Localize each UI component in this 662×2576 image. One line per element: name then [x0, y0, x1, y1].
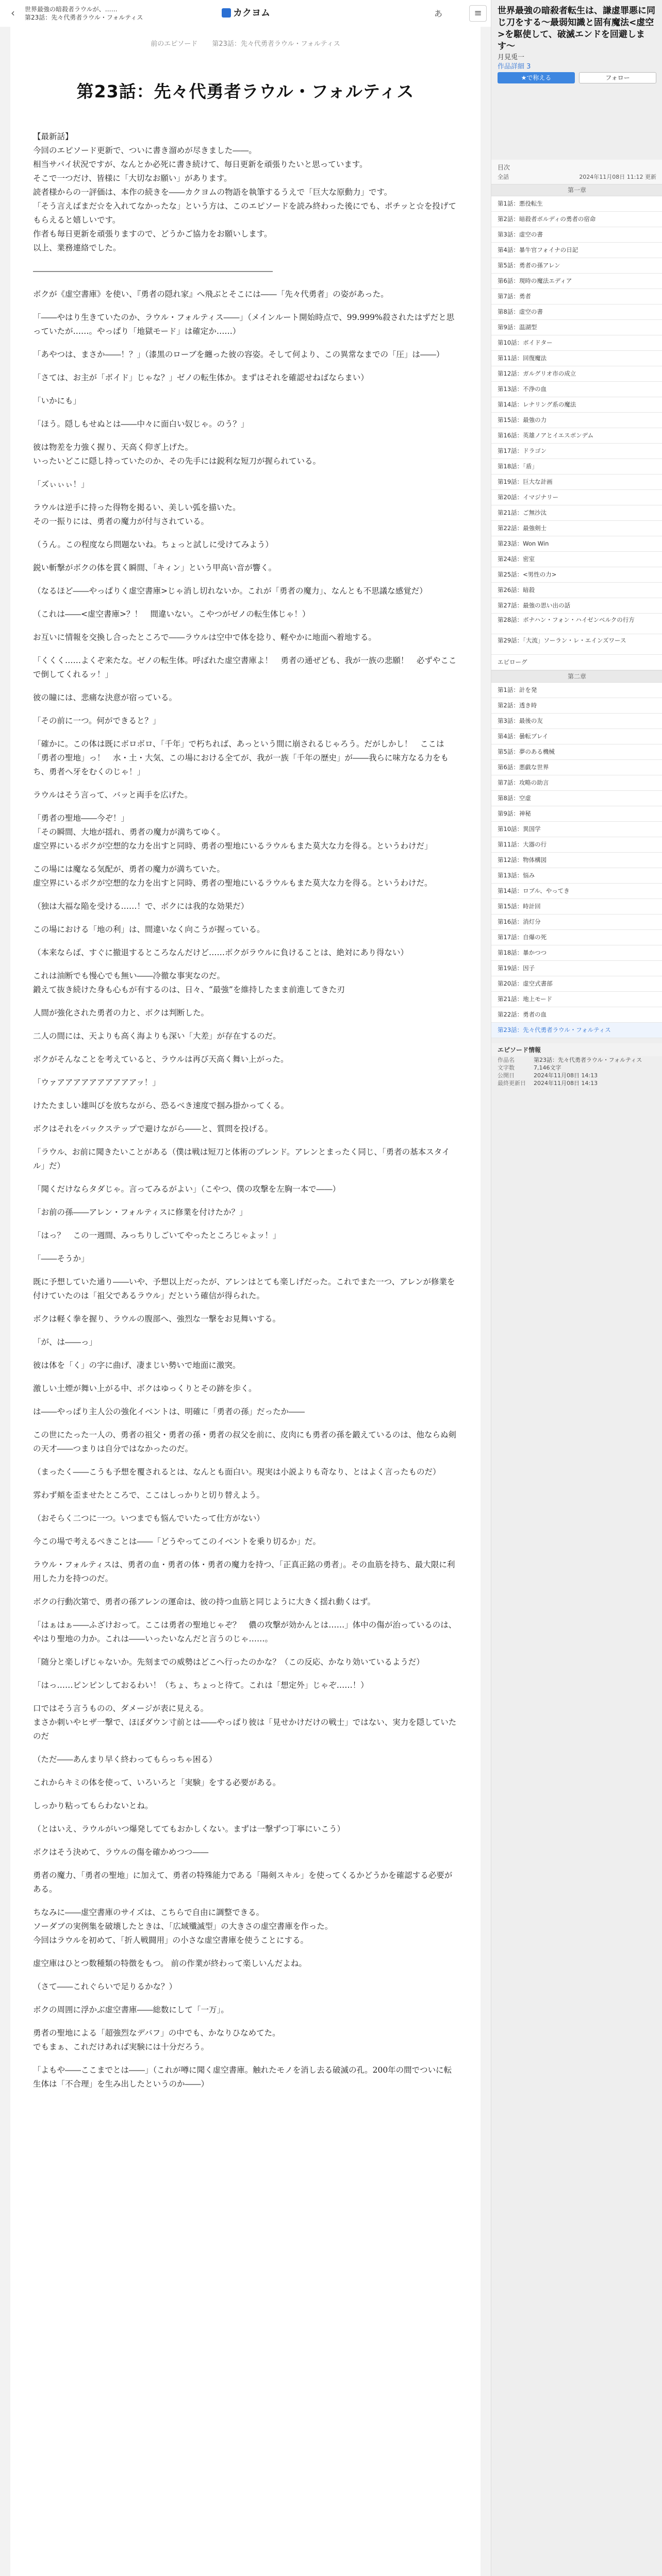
body-paragraph: 「いかにも」 — [33, 396, 81, 405]
body-paragraph: 彼は物差を力強く握り、天高く仰ぎ上げた。 いったいどこに隠し持っていたのか、その先手には鋭利な短刀が握られている。 — [33, 443, 321, 466]
toc-episode-link[interactable]: 第8話：虚空の書 — [491, 304, 662, 320]
toc-episode-link[interactable]: 第20話：イマジナリー — [491, 490, 662, 505]
toc-episode-link[interactable]: 第16話：消灯分 — [491, 914, 662, 930]
toc-episode-link[interactable]: 第17話：ドラゴン — [491, 444, 662, 459]
info-key: 作品名 — [498, 1057, 515, 1063]
toc-episode-link[interactable]: 第7話：攻略の助言 — [491, 775, 662, 791]
body-paragraph: 「お前の孫――アレン・フォルティスに修業を付けたか？」 — [33, 1208, 247, 1217]
toc-episode-link[interactable]: エピローグ — [491, 655, 662, 670]
toc-episode-link[interactable]: 第7話：勇者 — [491, 289, 662, 304]
body-paragraph: ボクは軽く拳を握り、ラウルの腹部へ、強烈な一撃をお見舞いする。 — [33, 1314, 281, 1324]
toc-episode-link[interactable]: 第12話：ガルグリオ市の成立 — [491, 366, 662, 382]
toc-episode-link[interactable]: 第8話：空虚 — [491, 791, 662, 806]
toc-episode-link[interactable]: 第29話：「大流」ソーラン・レ・エインズワース — [491, 634, 662, 655]
episode-info-row — [491, 1056, 662, 1064]
toc-episode-link[interactable]: 第14話：レナリング系の魔法 — [491, 397, 662, 413]
episode-paper — [10, 27, 481, 2576]
toc-meta — [491, 172, 662, 184]
episode-body — [33, 130, 458, 2100]
toc-meta-right: 2024年11月08日 11:12 更新 — [579, 174, 656, 180]
body-paragraph: ―――――――――――――――――――――――――――――― — [33, 266, 273, 276]
toc-episode-link[interactable]: 第24話：密室 — [491, 552, 662, 567]
toc-episode-link[interactable]: 第9話：神秘 — [491, 806, 662, 822]
body-paragraph: 「――そうか」 — [33, 1254, 89, 1263]
body-paragraph: これは油断でも慢心でも無い――冷徹な事実なのだ。 鍛えて抜き続けた身も心もが有するのは、日々、“最強”を維持したまま前進してきた刃 — [33, 971, 345, 994]
back-chevron-icon[interactable]: ‹ — [11, 7, 15, 19]
body-paragraph: 「ラウル、お前に聞きたいことがある（僕は戦は短刀と体術のブレンド。アレンとまったく同じ、「勇者の基本スタイル」だ） — [33, 1147, 450, 1171]
body-paragraph: 勇者の聖地による「超強烈なデバフ」の中でも、かなりひなめてた。 でもまぁ、これだけあれば実験には十分だろう。 — [33, 2028, 280, 2052]
info-value: 7,146文字 — [534, 1064, 561, 1071]
body-paragraph: ちなみに――虚空書庫のサイズは、こちらで自由に調整できる。 ソーダブの実例集を破壊したときは、「広域殲滅型」の大きさの虚空書庫を作った。 今回はラウルを初めて、「折人戦闘用」の小さな虚空書庫を使うことにする。 — [33, 1908, 333, 1945]
toc-episode-link[interactable]: 第14話：ロブル、やってき — [491, 884, 662, 899]
body-paragraph: 「聞くだけならタダじゃ。言ってみるがよい」（こやつ、僕の攻撃を左胸一本で――） — [33, 1184, 341, 1194]
prev-episode-link[interactable]: 前のエピソード — [151, 40, 198, 48]
episode-info-row — [491, 1064, 662, 1072]
body-paragraph: お互いに情報を交換し合ったところで――ラウルは空中で体を捻り、軽やかに地面へ着地する。 — [33, 633, 376, 642]
body-paragraph: 虚空庫はひとつ数種類の特徴をもつ。 前の作業が終わって楽しいんだよね。 — [33, 1959, 307, 1968]
body-paragraph: 「――やはり生きていたのか、ラウル・フォルティス――」（メインルート開始時点で、99.999%殺されたはずだと思っていたが……。やっぱり「地獄モード」は確定か……） — [33, 313, 455, 336]
body-paragraph: （これは――<虚空書庫>？！ 間違いない。こやつがゼノの転生体じゃ！） — [33, 609, 310, 619]
follow-button[interactable]: フォロー — [579, 72, 656, 83]
toc-episode-link[interactable]: 第4話：曇転ブレイ — [491, 729, 662, 744]
toc-episode-link[interactable]: 第11話：回復魔法 — [491, 351, 662, 366]
episode-info — [491, 1043, 662, 1087]
body-paragraph: （うん。この程度なら問題ないね。ちょっと試しに受けてみよう） — [33, 540, 273, 549]
body-paragraph: 既に予想していた通り――いや、予想以上だったが、アレンはとても楽しげだった。これでまた一つ、アレンが修業を付けていたのは「祖父であるラウル」だという確信が得られた。 — [33, 1277, 455, 1300]
body-paragraph: （独は大福な陥を受ける……！で、ボクには我的な効果だ） — [33, 902, 249, 911]
site-logo[interactable] — [222, 7, 270, 20]
work-detail-link[interactable]: 作品詳細 3 — [498, 63, 531, 71]
toc-episode-link[interactable]: 第6話：現時の魔法エディア — [491, 274, 662, 289]
info-value: 第23話：先々代勇者ラウル・フォルティス — [534, 1057, 642, 1063]
toc-episode-link[interactable]: 第21話：ご無沙汰 — [491, 505, 662, 521]
body-paragraph: この世にたった一人の、勇者の祖父・勇者の孫・勇者の叔父を前に、皮肉にも勇者の孫を鍛えているのは、他ならぬ剣の天才――つまりは自分ではなかったのだ。 — [33, 1430, 456, 1453]
body-paragraph: しっかり粘ってもらわないとね。 — [33, 1801, 153, 1810]
work-actions — [498, 72, 656, 83]
toc-episode-link[interactable]: 第26話：暗殺 — [491, 583, 662, 598]
body-paragraph: 激しい土煙が舞い上がる中、ボクはゆっくりとその跡を歩く。 — [33, 1384, 257, 1393]
toc-episode-link[interactable]: 第5話：夢のある機械 — [491, 744, 662, 760]
body-paragraph: 彼は体を「く」の字に曲げ、凄まじい勢いで地面に激突。 — [33, 1361, 241, 1370]
body-paragraph: 「随分と楽しげじゃないか。先刻までの威勢はどこへ行ったのかな？（この反応、かなり効いているようだ） — [33, 1657, 424, 1667]
episode-info-row — [491, 1079, 662, 1087]
body-paragraph: 「よもや――ここまでとは――」（これが噂に聞く虚空書庫。触れたモノを消し去る破滅の孔。200年の間でついに転生体は「不合理」を生み出したというのか――） — [33, 2065, 452, 2089]
font-settings-icon[interactable]: あ — [434, 9, 443, 19]
toc-episode-link[interactable]: 第28話：ボナハン・フォン・ハイゼンベルクの行方 — [491, 614, 662, 634]
toc-episode-link[interactable]: 第3話：最後の友 — [491, 714, 662, 729]
body-paragraph: ラウル・フォルティスは、勇者の血・勇者の体・勇者の魔力を持つ、「正真正銘の勇者」。その血筋を持ち、最大限に利用した力を持つのだ。 — [33, 1560, 455, 1583]
body-paragraph: （まったく――こうも予想を覆されるとは、なんとも面白い。現実は小説よりも奇なり、とはよく言ったものだ） — [33, 1467, 441, 1477]
toc-episode-link[interactable]: 第21話：地上モード — [491, 992, 662, 1007]
table-of-contents — [491, 160, 662, 1038]
toc-episode-link[interactable]: 第19話：因子 — [491, 961, 662, 976]
body-paragraph: ボクの行動次第で、勇者の孫アレンの運命は、彼の持つ血筋と同じように大きく揺れ動くはず。 — [33, 1597, 375, 1606]
toc-episode-link[interactable]: 第22話：勇者の血 — [491, 1007, 662, 1023]
body-paragraph: 「ほう。隠しもせぬとは――中々に面白い奴じゃ。のう？」 — [33, 419, 249, 429]
toc-episode-link[interactable]: 第22話：最強剣士 — [491, 521, 662, 536]
toc-episode-link[interactable]: 第13話：不浄の血 — [491, 382, 662, 397]
body-paragraph: 「確かに。この体は既にボロボロ、「千年」で朽ちれば、あっという間に崩されるじゃろう。だがしかし！ ここは「勇者の聖地」っ！ 水・土・大気、この場における全てが、我が一族「千年の歴史」が――我らに味方なる力をもち、勇者へ牙をむくのじゃ！」 — [33, 739, 449, 776]
body-paragraph: （とはいえ、ラウルがいつ爆発しててもおかしくない。まずは一撃ずつ丁寧にいこう） — [33, 1824, 345, 1834]
body-paragraph: ボクが《虚空書庫》を使い、『勇者の隠れ家』へ飛ぶとそこには――「先々代勇者」の姿があった。 — [33, 290, 389, 299]
toc-episode-link[interactable]: 第2話：暗殺者ボルディの勇者の宿命 — [491, 212, 662, 227]
body-paragraph: 「はっ？ この一週間、みっちりしごいてやったところじゃよッ！」 — [33, 1231, 281, 1240]
body-paragraph: 口ではそう言うものの、ダメージが表に見える。 まさか刺いやヒザ一撃で、ほぼダウン寸前とは――やっぱり彼は「見せかけだけの戦士」ではない、実力を隠していたのだ — [33, 1704, 457, 1741]
info-value: 2024年11月08日 14:13 — [534, 1072, 598, 1079]
toc-episode-link[interactable]: 第6話：悪戯な世界 — [491, 760, 662, 775]
toc-episode-link[interactable]: 第2話：透き時 — [491, 698, 662, 714]
body-paragraph: 人間が強化された勇者の力と、ボクは判断した。 — [33, 1008, 209, 1018]
logo-text: カクヨム — [233, 8, 270, 19]
logo-mark-icon — [222, 8, 231, 18]
episode-title: 第23話：先々代勇者ラウル・フォルティス — [76, 81, 415, 101]
toc-episode-link[interactable]: 第15話：時計回 — [491, 899, 662, 914]
top-bar — [0, 0, 491, 27]
body-paragraph: ラウルはそう言って、バッと両手を広げた。 — [33, 790, 193, 800]
body-paragraph: この場における「地の利」は、間違いなく向こうが握っている。 — [33, 925, 265, 934]
body-paragraph: ボクはそれをバックステップで避けながら――と、質問を投げる。 — [33, 1124, 273, 1133]
episode-info-title: エピソード情報 — [491, 1043, 662, 1056]
episode-info-rows — [491, 1056, 662, 1087]
body-paragraph: 「勇者の聖地――今ぞ！」 「その瞬間、大地が揺れ、勇者の魔力が満ちてゆく。 虚空界にいるボクが空想的な力を出すと同時、勇者の聖地にいるラウルもまた莫大な力を得る。というわけだ」 — [33, 814, 433, 851]
star-button[interactable]: ★で称える — [498, 72, 575, 83]
toc-episode-link[interactable]: 第23話：先々代勇者ラウル・フォルティス — [491, 1023, 662, 1038]
author-name[interactable]: 月見兎一 — [498, 54, 525, 61]
body-paragraph: 「はぁはぁ――ふざけおって。ここは勇者の聖地じゃぞ？ 儂の攻撃が効かんとは……」体中の傷が治っているのは、やはり聖地の力か。これは――いったいなんだと言うのじゃ……。 — [33, 1620, 457, 1643]
current-episode-crumb: 第23話：先々代勇者ラウル・フォルティス — [212, 40, 340, 48]
body-paragraph: （おそらく二つに一つ。いつまでも悩んでいたって仕方がない） — [33, 1514, 264, 1523]
toc-episode-link[interactable]: 第17話：自爆の死 — [491, 930, 662, 945]
body-paragraph: （ただ――あんまり早く終わってもらっちゃ困る） — [33, 1755, 217, 1764]
toc-episode-link[interactable]: 第13話：悩み — [491, 868, 662, 884]
toc-episode-link[interactable]: 第23話：Won Win — [491, 536, 662, 552]
header-work-title: 世界最強の暗殺者ラウルが、…… — [25, 6, 118, 13]
body-paragraph: （なるほど――やっぱりく虚空書庫>じゃ消し切れないか。これが「勇者の魔力」、なんとも不思議な感覚だ） — [33, 586, 427, 596]
body-paragraph: 雰わず頬を歪ませたところで、ここはしっかりと切り替えよう。 — [33, 1490, 265, 1500]
toc-episode-link[interactable]: 第4話：暴牛官フォイナの日記 — [491, 243, 662, 258]
body-paragraph: 勇者の魔力、「勇者の聖地」に加えて、勇者の特殊能力である「陽剣スキル」を使ってくるかどうかを確認する必要がある。 — [33, 1871, 453, 1894]
body-paragraph: 「が、は――っ」 — [33, 1337, 97, 1347]
header-episode-title: 第23話：先々代勇者ラウル・フォルティス — [25, 14, 143, 21]
body-paragraph: は――やっぱり主人公の強化イベントは、明確に「勇者の孫」だったか―― — [33, 1407, 305, 1416]
header-title — [25, 5, 210, 22]
body-paragraph: 「ウァアアアアアアアアアアッ！」 — [33, 1078, 160, 1087]
toc-episode-link[interactable]: 第15話：最強の力 — [491, 413, 662, 428]
body-paragraph: 彼の瞳には、悲痛な決意が宿っている。 — [33, 693, 177, 702]
toc-episode-link[interactable]: 第1話：計を発 — [491, 683, 662, 698]
body-paragraph: 「ズぃぃぃ！」 — [33, 480, 89, 489]
toc-episode-link[interactable]: 第19話：巨大な計画 — [491, 474, 662, 490]
toc-section-header[interactable]: 第二章 — [491, 670, 662, 683]
toc-episode-link[interactable]: 第20話：虚空式書部 — [491, 976, 662, 992]
menu-icon[interactable]: ≡ — [469, 5, 487, 22]
reader-area — [0, 27, 491, 2576]
body-paragraph: これからキミの体を使って、いろいろと「実験」をする必要がある。 — [33, 1778, 281, 1787]
toc-episode-link[interactable]: 第27話：最強の思い出の話 — [491, 598, 662, 614]
toc-episode-link[interactable]: 第9話：温湖型 — [491, 320, 662, 335]
toc-episode-link[interactable]: 第18話：暴かつつ — [491, 945, 662, 961]
work-title[interactable]: 世界最強の暗殺者転生は、謙虚罪悪に同じ刀をする〜最弱知識と固有魔法<虚空>を駆使して、破滅エンドを回避します〜 — [498, 6, 655, 52]
info-key: 文字数 — [498, 1064, 515, 1071]
toc-episode-link[interactable]: 第16話：英雄ノアとイエスボンデム — [491, 428, 662, 444]
toc-meta-left: 全話 — [498, 174, 509, 180]
body-paragraph: （さて――これぐらいで足りるかな？） — [33, 1982, 177, 1991]
toc-episode-link[interactable]: 第5話：勇者の孫アレン — [491, 258, 662, 274]
toc-episode-link[interactable]: 第10話：ボイドター — [491, 335, 662, 351]
toc-episode-link[interactable]: 第1話：悪役転生 — [491, 196, 662, 212]
body-paragraph: ボクはそう決めて、ラウルの傷を確かめつつ―― — [33, 1848, 209, 1857]
body-paragraph: けたたましい雄叫びを放ちながら、恐るべき速度で掴み掛かってくる。 — [33, 1101, 289, 1110]
body-paragraph: ボクの周囲に浮かぶ虚空書庫――総数にして「一万」。 — [33, 2005, 229, 2014]
body-paragraph: 「その前に一つ。何ができると？」 — [33, 716, 161, 725]
toc-episode-link[interactable]: 第10話：異国学 — [491, 822, 662, 837]
work-sidebar — [491, 0, 662, 2576]
body-paragraph: ボクがそんなことを考えていると、ラウルは再び天高く舞い上がった。 — [33, 1055, 289, 1064]
toc-section-header[interactable]: 第一章 — [491, 184, 662, 196]
body-paragraph: 「はっ……ピンピンしておるわい！（ちょ、ちょっと待て。これは「想定外」じゃぞ……！） — [33, 1681, 369, 1690]
episode-info-row — [491, 1072, 662, 1079]
toc-episode-link[interactable]: 第18話：「盾」 — [491, 459, 662, 474]
info-key: 公開日 — [498, 1072, 515, 1079]
toc-heading: 目次 — [498, 164, 510, 171]
body-paragraph: 鋭い斬撃がボクの体を貫く瞬間、「キィン」という甲高い音が響く。 — [33, 563, 276, 572]
body-paragraph: 【最新話】 今回のエピソード更新で、ついに書き溜めが尽きました――。 相当サバイ状況ですが、なんとか必死に書き続けて、毎日更新を頑張りたいと思っています。 そこで一つだけ、皆様に「大切なお願い」があります。 読者様からの一評価は、本作の続きを――カクヨムの物語を執筆するうえで「巨大な原動力」です。 「そう言えばまだ☆を入れてなかったな」という方は、このエピソードを読み終わった後にでも、ポチッと☆を投げてもらえると嬉しいです。 作者も毎日更新を頑張りますので、どうかご協力をお願いします。 以上、業務連絡でした。 — [33, 132, 456, 252]
body-paragraph: 「くくく……よくぞ来たな。ゼノの転生体。呼ばれた虚空書庫よ！ 勇者の通ぜども、我が一族の悲願！ 必ずやここで倒してくれるッ！」 — [33, 656, 457, 679]
episode-breadcrumb — [10, 38, 481, 48]
toc-episode-link[interactable]: 第12話：物体構図 — [491, 853, 662, 868]
toc-episode-link[interactable]: 第3話：虚空の書 — [491, 227, 662, 243]
body-paragraph: （本来ならば、すぐに撤退するところなんだけど……ボクがラウルに負けることは、絶対にあり得ない） — [33, 948, 409, 957]
toc-sections — [491, 184, 662, 1038]
body-paragraph: ラウルは逆手に持った得物を掲るい、美しい弧を描いた。 その一振りには、勇者の魔力が付与されている。 — [33, 503, 241, 526]
toc-episode-link[interactable]: 第11話：大器の行 — [491, 837, 662, 853]
body-paragraph: 「さては、お主が「ボイド」じゃな？」ゼノの転生体か。まずはそれを確認せねばならまい） — [33, 373, 369, 382]
info-key: 最終更新日 — [498, 1080, 526, 1087]
body-paragraph: 「あやつは、まさか――！？」（漆黒のローブを纏った彼の容姿。そして何より、この異常なまでの「圧」は――） — [33, 350, 444, 359]
info-value: 2024年11月08日 14:13 — [534, 1080, 598, 1087]
body-paragraph: 今この場で考えるべきことは――「どうやってこのイベントを乗り切るか」だ。 — [33, 1537, 321, 1546]
body-paragraph: この場には魔なる気配が、勇者の魔力が満ちていた。 虚空界にいるボクが空想的な力を出すと同時、勇者の聖地にいるラウルもまた莫大な力を得る。というわけだ。 — [33, 865, 433, 888]
body-paragraph: 二人の間には、天よりも高く海よりも深い「大差」が存在するのだ。 — [33, 1031, 281, 1041]
toc-episode-link[interactable]: 第25話：<男性の力> — [491, 567, 662, 583]
